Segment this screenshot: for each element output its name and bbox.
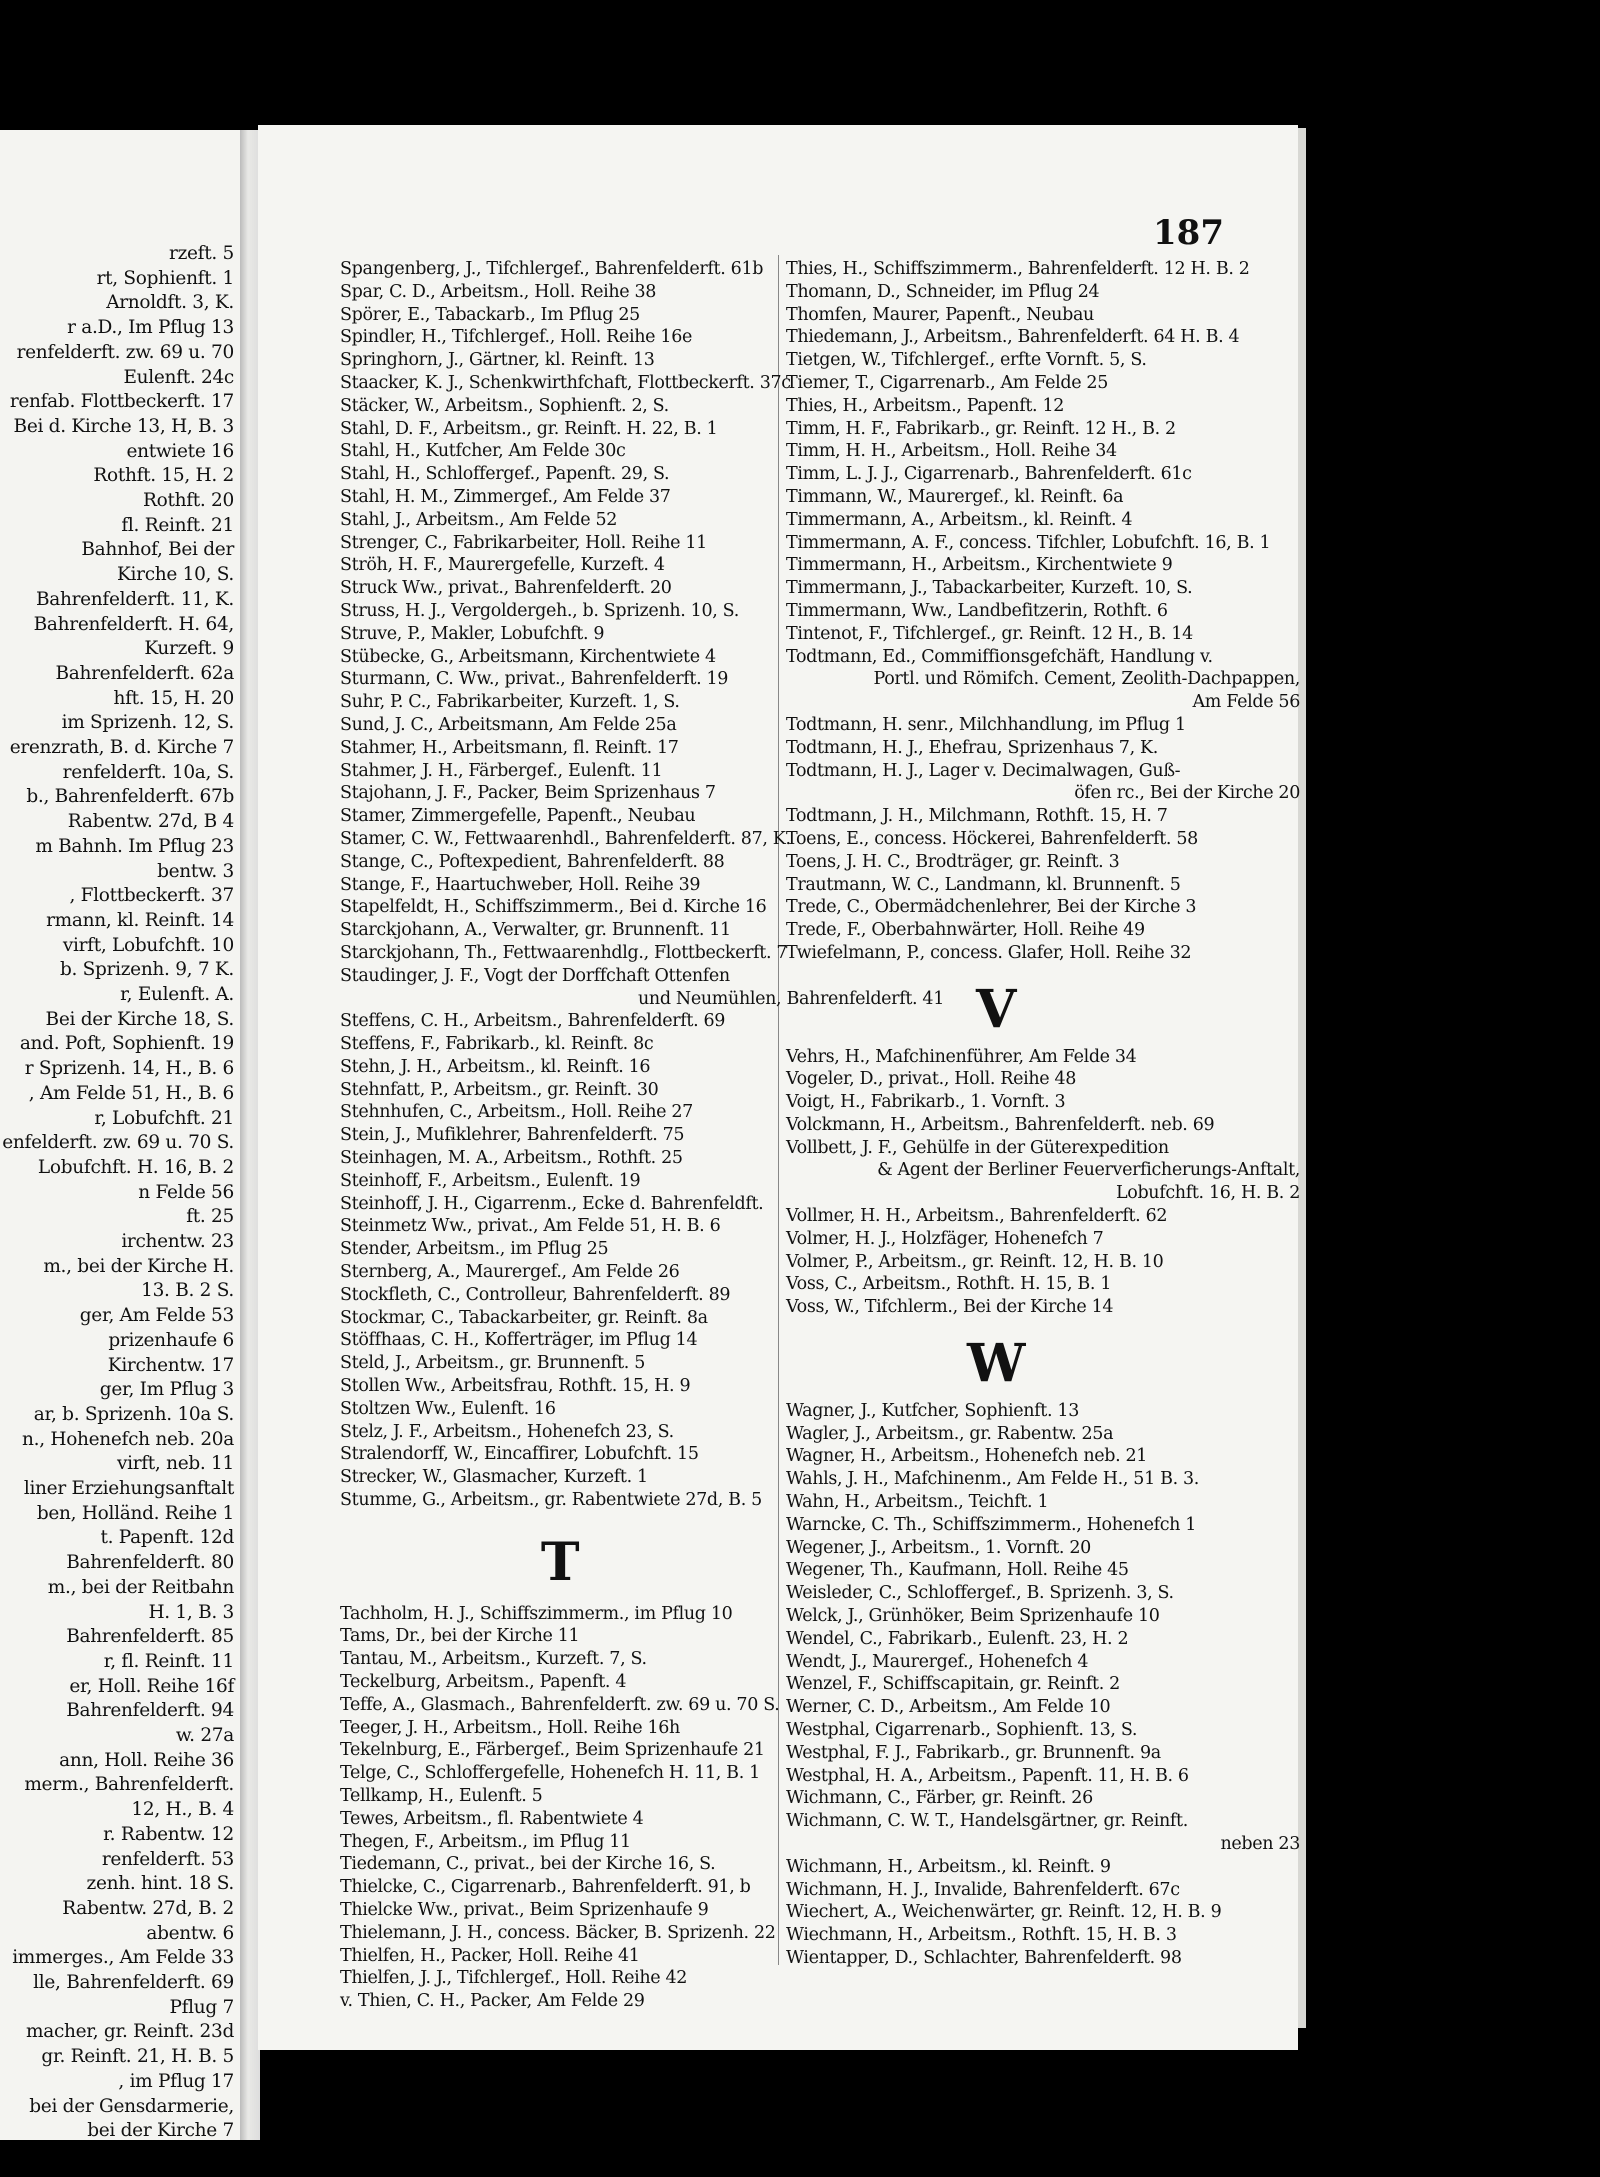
entry-line: Thielfen, J. J., Tifchlergef., Holl. Reihe 42 [340, 1968, 688, 1989]
section-letter-w: W [966, 1333, 1026, 1395]
entry-line: öfen rc., Bei der Kirche 20 [1074, 783, 1300, 804]
entry-line: Voigt, H., Fabrikarb., 1. Vornft. 3 [786, 1092, 1066, 1113]
entry-line: Sund, J. C., Arbeitsmann, Am Felde 25a [340, 714, 677, 735]
entry-line: Vogeler, D., privat., Holl. Reihe 48 [786, 1069, 1077, 1090]
fragment-line: Kirche 10, S. [117, 564, 234, 586]
fragment-line: fl. Reinft. 21 [121, 514, 234, 536]
entry-line: Stockmar, C., Tabackarbeiter, gr. Reinft. 8a [340, 1307, 708, 1328]
fragment-line: r, Lobufchft. 21 [94, 1107, 234, 1129]
fragment-line: and. Poft, Sophienft. 19 [19, 1033, 234, 1055]
fragment-line: Kurzeft. 9 [144, 638, 234, 660]
fragment-line: r. Rabentw. 12 [103, 1823, 234, 1845]
entry-line: Starckjohann, A., Verwalter, gr. Brunnenft. 11 [340, 920, 731, 941]
entry-line: Teckelburg, Arbeitsm., Papenft. 4 [340, 1672, 627, 1693]
fragment-line: enfelderft. zw. 69 u. 70 S. [2, 1132, 234, 1154]
entry-line: Sternberg, A., Maurergef., Am Felde 26 [340, 1262, 680, 1283]
entry-line: Wahn, H., Arbeitsm., Teichft. 1 [786, 1492, 1049, 1513]
entry-line: Thielemann, J. H., concess. Bäcker, B. Sprizenh. 22 [340, 1922, 776, 1943]
entry-line: Thomann, D., Schneider, im Pflug 24 [786, 281, 1100, 302]
fragment-line: m Bahnh. Im Pflug 23 [35, 835, 234, 857]
fragment-line: w. 27a [175, 1725, 234, 1746]
entry-line: Stender, Arbeitsm., im Pflug 25 [340, 1239, 609, 1260]
entry-line: Wenzel, F., Schiffscapitain, gr. Reinft. 2 [786, 1674, 1120, 1695]
fragment-line: m., bei der Kirche H. [43, 1255, 234, 1277]
entry-line: Tietgen, W., Tifchlergef., erfte Vornft. 5, S. [786, 350, 1147, 371]
fragment-line: n., Hohenefch neb. 20a [22, 1428, 234, 1450]
entry-line: Spar, C. D., Arbeitsm., Holl. Reihe 38 [340, 281, 657, 302]
entry-line: Wendt, J., Maurergef., Hohenefch 4 [786, 1651, 1089, 1672]
entry-line: Timmermann, A. F., concess. Tifchler, Lobufchft. 16, B. 1 [786, 532, 1271, 553]
entry-line: Stoltzen Ww., Eulenft. 16 [340, 1398, 556, 1419]
entry-line: Wegener, Th., Kaufmann, Holl. Reihe 45 [786, 1560, 1129, 1581]
entry-line: Wagner, H., Arbeitsm., Hohenefch neb. 21 [786, 1446, 1148, 1467]
fragment-line: , Flottbeckerft. 37 [69, 885, 234, 907]
entry-line: Thegen, F., Arbeitsm., im Pflug 11 [340, 1831, 631, 1852]
fragment-line: hft. 15, H. 20 [113, 687, 234, 709]
fragment-line: Bei der Kirche 18, S. [45, 1008, 234, 1030]
fragment-line: Lobufchft. H. 16, B. 2 [37, 1156, 234, 1178]
fragment-line: bei der Kirche 7 [87, 2120, 234, 2140]
fragment-line: Eulenft. 24c [123, 366, 234, 388]
fragment-line: rmann, kl. Reinft. 14 [46, 909, 234, 931]
entry-line: Stäcker, W., Arbeitsm., Sophienft. 2, S. [340, 395, 669, 416]
entry-line: Stahmer, J. H., Färbergef., Eulenft. 11 [340, 760, 663, 781]
entry-line: Stelz, J. F., Arbeitsm., Hohenefch 23, S. [340, 1421, 674, 1442]
fragment-line: rt, Sophienft. 1 [96, 267, 234, 289]
entry-line: Tekelnburg, E., Färbergef., Beim Sprizenhaufe 21 [340, 1740, 765, 1761]
fragment-line: erenzrath, B. d. Kirche 7 [9, 737, 234, 758]
fragment-line: ben, Holländ. Reihe 1 [36, 1502, 234, 1524]
entry-line: Strenger, C., Fabrikarbeiter, Holl. Reihe 11 [340, 532, 707, 553]
entry-line: Welck, J., Grünhöker, Beim Sprizenhaufe 10 [786, 1606, 1160, 1627]
entry-line: Am Felde 56 [1192, 692, 1300, 713]
fragment-line: virft, Lobufchft. 10 [62, 934, 234, 956]
entry-line: Tellkamp, H., Eulenft. 5 [340, 1786, 543, 1806]
entry-line: neben 23 [1220, 1834, 1300, 1854]
fragment-line: Bahrenfelderft. H. 64, [33, 613, 234, 635]
entry-line: Spörer, E., Tabackarb., Im Pflug 25 [340, 304, 640, 325]
fragment-line: renfelderft. 10a, S. [62, 761, 234, 783]
entries-w [786, 1400, 1386, 1970]
right-page [258, 125, 1298, 2050]
entry-line: Tiemer, T., Cigarrenarb., Am Felde 25 [786, 372, 1108, 393]
fragment-line: Rothft. 15, H. 2 [93, 465, 234, 487]
entry-line: Teeger, J. H., Arbeitsm., Holl. Reihe 16h [340, 1717, 680, 1738]
fragment-line: entwiete 16 [126, 440, 234, 462]
entry-line: Wahls, J. H., Mafchinenm., Am Felde H., 51 B. 3. [786, 1469, 1200, 1490]
fragment-line: ar, b. Sprizenh. 10a S. [33, 1403, 234, 1425]
fragment-line: 13. B. 2 S. [141, 1280, 234, 1302]
entry-line: Vollbett, J. F., Gehülfe in der Güterexpedition [786, 1137, 1169, 1158]
entry-line: Steinhoff, J. H., Cigarrenm., Ecke d. Bahrenfeldft. [340, 1193, 764, 1214]
fragment-line: ger, Am Felde 53 [79, 1305, 234, 1327]
column-right [786, 258, 1386, 1970]
fragment-line: renfab. Flottbeckerft. 17 [9, 391, 234, 413]
fragment-line: t. Papenft. 12d [100, 1527, 234, 1549]
entry-line: Timm, H. H., Arbeitsm., Holl. Reihe 34 [786, 441, 1117, 462]
entry-line: Stein, J., Mufiklehrer, Bahrenfelderft. 75 [340, 1125, 685, 1146]
entry-line: Toens, J. H. C., Brodträger, gr. Reinft. 3 [786, 851, 1120, 872]
fragment-line: ger, Im Pflug 3 [99, 1379, 234, 1401]
entry-line: Tiedemann, C., privat., bei der Kirche 16, S. [340, 1854, 716, 1875]
fragment-line: Rabentw. 27d, B. 2 [62, 1897, 234, 1919]
entries-v [786, 1046, 1386, 1320]
fragment-line: im Sprizenh. 12, S. [61, 712, 234, 734]
fragment-line: renfelderft. 53 [101, 1848, 234, 1870]
fragment-line: Bei d. Kirche 13, H, B. 3 [13, 415, 234, 437]
fragment-line: Bahrenfelderft. 11, K. [35, 588, 234, 610]
entry-line: Wiechert, A., Weichenwärter, gr. Reinft. 12, H. B. 9 [786, 1902, 1222, 1923]
fragment-line: bentw. 3 [157, 860, 234, 882]
entry-line: Thies, H., Arbeitsm., Papenft. 12 [786, 395, 1065, 416]
entry-line: Portl. und Römifch. Cement, Zeolith-Dachpappen, [873, 669, 1300, 690]
fragment-line: r, fl. Reinft. 11 [103, 1650, 234, 1672]
fragment-line: n Felde 56 [138, 1181, 234, 1203]
entry-line: Wichmann, H., Arbeitsm., kl. Reinft. 9 [786, 1856, 1111, 1877]
entry-line: Steld, J., Arbeitsm., gr. Brunnenft. 5 [340, 1353, 646, 1374]
entry-line: Stange, C., Poftexpedient, Bahrenfelderft. 88 [340, 851, 725, 872]
entry-line: Stamer, C. W., Fettwaarenhdl., Bahrenfelderft. 87, K. [340, 828, 791, 849]
fragment-line: H. 1, B. 3 [148, 1601, 234, 1623]
entry-line: Thielfen, H., Packer, Holl. Reihe 41 [340, 1945, 640, 1966]
entry-line: Thies, H., Schiffszimmerm., Bahrenfelderft. 12 H. B. 2 [786, 259, 1250, 279]
entry-line: Wiechmann, H., Arbeitsm., Rothft. 15, H. B. 3 [786, 1925, 1177, 1946]
entry-line: Stahl, J., Arbeitsm., Am Felde 52 [340, 509, 618, 530]
entry-line: Thielcke, C., Cigarrenarb., Bahrenfelderft. 91, b [340, 1877, 751, 1898]
entry-line: Westphal, F. J., Fabrikarb., gr. Brunnenft. 9a [786, 1742, 1161, 1763]
entry-line: Steffens, F., Fabrikarb., kl. Reinft. 8c [340, 1034, 654, 1055]
entry-line: Stockfleth, C., Controlleur, Bahrenfelderft. 89 [340, 1284, 731, 1305]
entry-line: Ströh, H. F., Maurergefelle, Kurzeft. 4 [340, 555, 665, 576]
entry-line: Thomfen, Maurer, Papenft., Neubau [786, 304, 1094, 325]
fragment-line: virft, neb. 11 [116, 1453, 234, 1475]
entry-line: Lobufchft. 16, H. B. 2 [1115, 1183, 1300, 1204]
entry-line: Tewes, Arbeitsm., fl. Rabentwiete 4 [340, 1808, 644, 1829]
entry-line: Spindler, H., Tifchlergef., Holl. Reihe 16e [340, 327, 692, 348]
entry-line: Steinhagen, M. A., Arbeitsm., Rothft. 25 [340, 1148, 683, 1169]
entry-line: Stahmer, H., Arbeitsmann, fl. Reinft. 17 [340, 737, 679, 758]
fragment-line: merm., Bahrenfelderft. [24, 1774, 234, 1796]
entry-line: Trede, C., Obermädchenlehrer, Bei der Kirche 3 [786, 897, 1197, 918]
fragment-line: Kirchentw. 17 [107, 1354, 234, 1376]
entry-line: Stübecke, G., Arbeitsmann, Kirchentwiete 4 [340, 646, 716, 667]
entry-line: Volckmann, H., Arbeitsm., Bahrenfelderft. neb. 69 [786, 1114, 1215, 1135]
fragment-line: Rabentw. 27d, B 4 [67, 811, 234, 833]
entry-line: Twiefelmann, P., concess. Glafer, Holl. Reihe 32 [786, 942, 1192, 963]
entry-line: Stamer, Zimmergefelle, Papenft., Neubau [340, 806, 696, 827]
entry-line: Wegener, J., Arbeitsm., 1. Vornft. 20 [786, 1537, 1091, 1558]
entry-line: Starckjohann, Th., Fettwaarenhdlg., Flottbeckerft. 7 [340, 942, 788, 963]
entry-line: Suhr, P. C., Fabrikarbeiter, Kurzeft. 1, S. [340, 692, 680, 713]
entry-line: Stajohann, J. F., Packer, Beim Sprizenhaus 7 [340, 783, 716, 804]
section-letter-t: T [540, 1531, 580, 1593]
entry-line: Stange, F., Haartuchweber, Holl. Reihe 39 [340, 874, 701, 895]
entry-line: Struss, H. J., Vergoldergeh., b. Sprizenh. 10, S. [340, 600, 739, 621]
entry-line: Timm, H. F., Fabrikarb., gr. Reinft. 12 H., B. 2 [786, 418, 1176, 439]
entry-line: Wendel, C., Fabrikarb., Eulenft. 23, H. 2 [786, 1628, 1129, 1649]
entry-line: Volmer, P., Arbeitsm., gr. Reinft. 12, H. B. 10 [786, 1251, 1164, 1272]
entry-line: und Neumühlen, Bahrenfelderft. 41 [638, 988, 944, 1009]
fragment-line: , Am Felde 51, H., B. 6 [28, 1082, 234, 1104]
entry-line: Wichmann, C., Färber, gr. Reinft. 26 [786, 1788, 1093, 1809]
fragment-line: r, Eulenft. A. [120, 984, 234, 1005]
entry-line: Timmermann, Ww., Landbefitzerin, Rothft. 6 [786, 600, 1168, 621]
fragment-line: lle, Bahrenfelderft. 69 [33, 1972, 234, 1993]
fragment-line: liner Erziehungsanftalt [23, 1478, 234, 1499]
fragment-line: Arnoldft. 3, K. [106, 292, 234, 314]
fragment-line: rzeft. 5 [169, 243, 234, 264]
entry-line: & Agent der Berliner Feuerverficherungs-Anftalt, [877, 1160, 1300, 1181]
entry-line: Westphal, H. A., Arbeitsm., Papenft. 11, H. B. 6 [786, 1765, 1189, 1786]
entry-line: Stehn, J. H., Arbeitsm., kl. Reinft. 16 [340, 1056, 651, 1077]
entry-line: Weisleder, C., Schloffergef., B. Sprizenh. 3, S. [786, 1583, 1174, 1604]
entry-line: Todtmann, H. J., Ehefrau, Sprizenhaus 7, K. [786, 737, 1158, 758]
fragment-line: Bahrenfelderft. 94 [66, 1700, 234, 1722]
fragment-line: zenh. hint. 18 S. [86, 1873, 234, 1895]
entry-line: Trede, F., Oberbahnwärter, Holl. Reihe 49 [786, 920, 1145, 941]
entry-line: Stollen Ww., Arbeitsfrau, Rothft. 15, H. 9 [340, 1376, 691, 1397]
entry-line: Vollmer, H. H., Arbeitsm., Bahrenfelderft. 62 [786, 1206, 1168, 1227]
entry-line: Stahl, H. M., Zimmergef., Am Felde 37 [340, 486, 671, 507]
entry-line: Todtmann, Ed., Commiffionsgefchäft, Handlung v. [786, 646, 1213, 667]
entry-line: Wichmann, H. J., Invalide, Bahrenfelderft. 67c [786, 1879, 1180, 1900]
entry-line: Stahl, D. F., Arbeitsm., gr. Reinft. H. 22, B. 1 [340, 418, 718, 439]
entry-line: Wientapper, D., Schlachter, Bahrenfelderft. 98 [786, 1947, 1182, 1968]
entry-line: Vehrs, H., Mafchinenführer, Am Felde 34 [786, 1046, 1137, 1067]
entry-line: Struve, P., Makler, Lobufchft. 9 [340, 623, 605, 644]
fragment-line: gr. Reinft. 21, H. B. 5 [41, 2046, 234, 2068]
entry-line: Teffe, A., Glasmach., Bahrenfelderft. zw. 69 u. 70 S. [340, 1694, 780, 1715]
entry-line: Steinmetz Ww., privat., Am Felde 51, H. B. 6 [340, 1216, 721, 1237]
entry-line: Toens, E., concess. Höckerei, Bahrenfelderft. 58 [786, 828, 1198, 849]
fragment-line: ft. 25 [186, 1206, 234, 1228]
entry-line: Volmer, H. J., Holzfäger, Hohenefch 7 [786, 1228, 1104, 1249]
section-letter-v: V [976, 978, 1016, 1040]
entry-line: Stahl, H., Kutfcher, Am Felde 30c [340, 441, 626, 462]
fragment-line: ann, Holl. Reihe 36 [59, 1749, 234, 1771]
entry-line: Stöffhaas, C. H., Kofferträger, im Pflug 14 [340, 1330, 698, 1351]
left-page-fragment [0, 130, 240, 2140]
entry-line: Telge, C., Schloffergefelle, Hohenefch H. 11, B. 1 [340, 1763, 760, 1784]
entries-t-continued [786, 258, 1386, 965]
fragment-line: prizenhaufe 6 [108, 1329, 234, 1351]
entry-line: Stumme, G., Arbeitsm., gr. Rabentwiete 27d, B. 5 [340, 1490, 762, 1511]
entry-line: Stralendorff, W., Eincaffirer, Lobufchft. 15 [340, 1444, 699, 1465]
entry-line: Staudinger, J. F., Vogt der Dorffchaft Ottenfen [340, 965, 730, 986]
entry-line: Warncke, C. Th., Schiffszimmerm., Hohenefch 1 [786, 1514, 1197, 1535]
entry-line: Timmermann, J., Tabackarbeiter, Kurzeft. 10, S. [786, 578, 1193, 599]
entry-line: Tintenot, F., Tifchlergef., gr. Reinft. 12 H., B. 14 [786, 623, 1193, 644]
entry-line: Struck Ww., privat., Bahrenfelderft. 20 [340, 578, 672, 599]
page-number: 187 [1153, 213, 1224, 253]
entry-line: Todtmann, J. H., Milchmann, Rothft. 15, H. 7 [786, 806, 1168, 827]
entry-line: Stehnhufen, C., Arbeitsm., Holl. Reihe 27 [340, 1102, 693, 1123]
fragment-line: er, Holl. Reihe 16f [69, 1675, 234, 1697]
fragment-line: Rothft. 20 [143, 490, 234, 511]
entry-line: Todtmann, H. J., Lager v. Decimalwagen, Guß- [786, 760, 1181, 781]
fragment-line: Bahrenfelderft. 62a [55, 662, 234, 684]
entry-line: Timmermann, H., Arbeitsm., Kirchentwiete 9 [786, 555, 1173, 576]
entry-line: Stapelfeldt, H., Schiffszimmerm., Bei d. Kirche 16 [340, 897, 767, 918]
fragment-line: Bahnhof, Bei der [81, 539, 234, 561]
entry-line: Wichmann, C. W. T., Handelsgärtner, gr. Reinft. [786, 1811, 1188, 1832]
entry-line: Westphal, Cigarrenarb., Sophienft. 13, S. [786, 1720, 1138, 1741]
fragment-line: Pflug 7 [169, 1996, 234, 2018]
entry-line: Timmermann, A., Arbeitsm., kl. Reinft. 4 [786, 509, 1133, 530]
fragment-line: b., Bahrenfelderft. 67b [26, 786, 234, 808]
entry-line: Wagner, J., Kutfcher, Sophienft. 13 [786, 1400, 1079, 1421]
entry-line: Tantau, M., Arbeitsm., Kurzeft. 7, S. [340, 1649, 647, 1670]
entry-line: Sturmann, C. Ww., privat., Bahrenfelderft. 19 [340, 669, 729, 690]
entry-line: Spangenberg, J., Tifchlergef., Bahrenfelderft. 61b [340, 259, 764, 279]
entry-line: Tachholm, H. J., Schiffszimmerm., im Pflug 10 [340, 1603, 733, 1624]
entry-line: Trautmann, W. C., Landmann, kl. Brunnenft. 5 [786, 874, 1181, 895]
entry-line: Springhorn, J., Gärtner, kl. Reinft. 13 [340, 350, 655, 371]
book-gutter [240, 130, 260, 2140]
fragment-line: immerges., Am Felde 33 [12, 1947, 234, 1969]
fragment-line: renfelderft. zw. 69 u. 70 [16, 341, 234, 363]
fragment-line: bei der Gensdarmerie, [29, 2095, 234, 2117]
fragment-line: macher, gr. Reinft. 23d [25, 2021, 234, 2043]
entry-line: Stehnfatt, P., Arbeitsm., gr. Reinft. 30 [340, 1079, 659, 1100]
entry-line: Steinhoff, F., Arbeitsm., Eulenft. 19 [340, 1170, 641, 1191]
fragment-line: Bahrenfelderft. 85 [66, 1626, 234, 1648]
fragment-line: abentw. 6 [146, 1922, 234, 1944]
entry-line: Tams, Dr., bei der Kirche 11 [340, 1626, 580, 1647]
entry-line: Thielcke Ww., privat., Beim Sprizenhaufe 9 [340, 1899, 709, 1920]
entry-line: Stahl, H., Schloffergef., Papenft. 29, S. [340, 464, 670, 485]
entry-line: Thiedemann, J., Arbeitsm., Bahrenfelderft. 64 H. B. 4 [786, 327, 1240, 348]
fragment-line: r a.D., Im Pflug 13 [67, 317, 234, 339]
fragment-line: , im Pflug 17 [118, 2070, 234, 2092]
fragment-line: 12, H., B. 4 [131, 1799, 234, 1821]
entry-line: Werner, C. D., Arbeitsm., Am Felde 10 [786, 1697, 1111, 1718]
fragment-line: m., bei der Reitbahn [47, 1576, 234, 1598]
entry-line: Strecker, W., Glasmacher, Kurzeft. 1 [340, 1467, 648, 1488]
fragment-line: irchentw. 23 [121, 1231, 234, 1252]
entry-line: Staacker, K. J., Schenkwirthfchaft, Flottbeckerft. 37c [340, 372, 791, 393]
fragment-line: b. Sprizenh. 9, 7 K. [59, 959, 234, 981]
entry-line: Todtmann, H. senr., Milchhandlung, im Pflug 1 [786, 714, 1186, 735]
entry-line: Timmann, W., Maurergef., kl. Reinft. 6a [786, 486, 1124, 507]
entry-line: Voss, W., Tifchlerm., Bei der Kirche 14 [786, 1297, 1114, 1318]
fragment-line: r Sprizenh. 14, H., B. 6 [24, 1058, 234, 1080]
entry-line: Voss, C., Arbeitsm., Rothft. H. 15, B. 1 [786, 1274, 1112, 1295]
entry-line: Timm, L. J. J., Cigarrenarb., Bahrenfelderft. 61c [786, 464, 1192, 485]
entry-line: Steffens, C. H., Arbeitsm., Bahrenfelderft. 69 [340, 1011, 726, 1032]
fragment-line: Bahrenfelderft. 80 [66, 1552, 234, 1574]
entry-line: Wagler, J., Arbeitsm., gr. Rabentw. 25a [786, 1423, 1114, 1444]
entry-line: v. Thien, C. H., Packer, Am Felde 29 [340, 1991, 645, 2012]
